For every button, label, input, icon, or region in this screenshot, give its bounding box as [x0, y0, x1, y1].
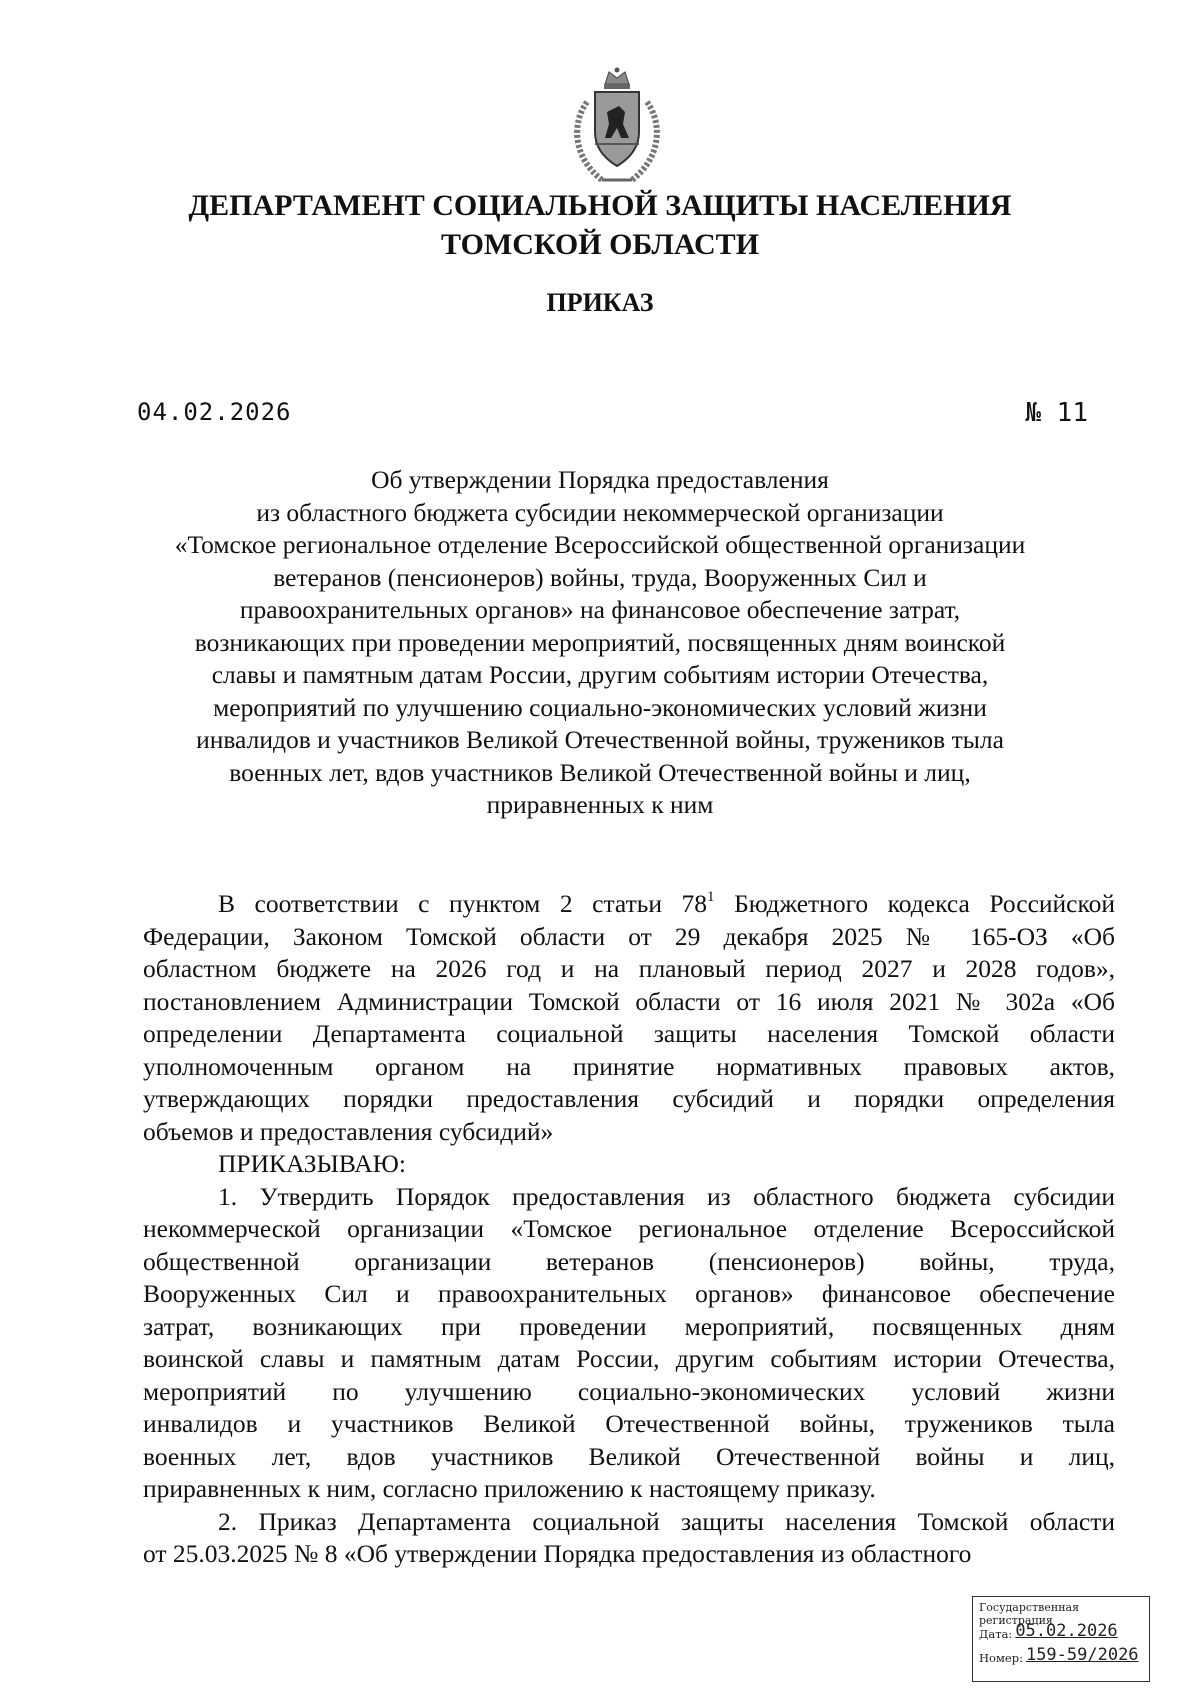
item-1-line: военных лет, вдов участников Великой Отечественной войны и лиц, [143, 1441, 1115, 1471]
preamble-text: Бюджетного кодекса Российской [714, 889, 1115, 918]
article-superscript: 1 [707, 889, 715, 905]
title-line: приравненных к ним [486, 790, 714, 819]
preamble-line: утверждающих порядки предоставления субсидий и порядки определения [143, 1084, 1115, 1113]
document-type: ПРИКАЗ [546, 288, 654, 317]
title-line: Об утверждении Порядка предоставления [371, 465, 829, 494]
registration-heading: Государственная регистрация [979, 1601, 1080, 1627]
preamble-line: постановлением Администрации Томской области от 16 июля 2021 № 302а «Об [143, 986, 1115, 1016]
item-1-line: инвалидов и участников Великой Отечественной войны, тружеников тыла [143, 1409, 1115, 1438]
title-line: инвалидов и участников Великой Отечественной войны, тружеников тыла [196, 725, 1004, 754]
organization-name-line-1: ДЕПАРТАМЕНТ СОЦИАЛЬНОЙ ЗАЩИТЫ НАСЕЛЕНИЯ [188, 189, 1012, 222]
item-2-line: от 25.03.2025 № 8 «Об утверждении Порядка предоставления из областного [143, 1539, 972, 1568]
item-1-line: общественной организации ветеранов (пенсионеров) войны, труда, [143, 1246, 1115, 1276]
preamble-last-line: объемов и предоставления субсидий» [143, 1116, 554, 1146]
item-2-first-line: 2. Приказ Департамента социальной защиты населения Томской области [218, 1506, 1115, 1536]
title-line: славы и памятным датам России, другим событиям истории Отечества, [211, 660, 989, 689]
registration-number-value: 159-59/2026 [1025, 1645, 1139, 1665]
item-1-last-line: приравненных к ним, согласно приложению к настоящему приказу. [143, 1474, 876, 1503]
preamble-line: областном бюджете на 2026 год и на плановый период 2027 и 2028 годов», [143, 954, 1115, 983]
registration-date-label: Дата: [979, 1627, 1013, 1641]
title-line: военных лет, вдов участников Великой Отечественной войны и лиц, [229, 757, 971, 787]
preamble-line: уполномоченным органом на принятие нормативных правовых актов, [143, 1051, 1115, 1081]
document-title [100, 464, 1100, 822]
registration-stamp [972, 1596, 1150, 1682]
title-line: правоохранительных органов» на финансовое обеспечение затрат, [239, 595, 961, 624]
preamble-text: В соответствии с пунктом 2 статьи 78 [218, 889, 708, 918]
preamble-first-line [143, 888, 1115, 921]
order-word: ПРИКАЗЫВАЮ: [218, 1149, 406, 1178]
registration-number-row [979, 1641, 1143, 1665]
item-1-line: мероприятий по улучшению социально-экономических условий жизни [143, 1376, 1115, 1406]
title-line: возникающих при проведении мероприятий, посвященных дням воинской [194, 627, 1006, 657]
title-line: ветеранов (пенсионеров) войны, труда, Вооруженных Сил и [273, 562, 927, 592]
item-1-line: некоммерческой организации «Томское региональное отделение Всероссийской [143, 1214, 1115, 1243]
registration-date-value: 05.02.2026 [1015, 1621, 1118, 1641]
registration-number-label: Номер: [979, 1651, 1023, 1665]
preamble-line: Федерации, Законом Томской области от 29 декабря 2025 № 165-ОЗ «Об [143, 921, 1115, 951]
item-1-line: Вооруженных Сил и правоохранительных органов» финансовое обеспечение [143, 1279, 1115, 1308]
item-1-first-line: 1. Утвердить Порядок предоставления из областного бюджета субсидии [218, 1181, 1115, 1211]
title-line: мероприятий по улучшению социально-экономических условий жизни [213, 692, 987, 722]
coat-of-arms-icon [567, 62, 667, 192]
preamble-line: определении Департамента социальной защиты населения Томской области [143, 1019, 1115, 1048]
document-date: 04.02.2026 [137, 398, 292, 426]
document-number: № 11 [1025, 398, 1088, 428]
organization-name-line-2: ТОМСКОЙ ОБЛАСТИ [440, 228, 760, 261]
title-line: из областного бюджета субсидии некоммерческой организации [256, 497, 944, 527]
item-1-line: затрат, возникающих при проведении мероприятий, посвященных дням [143, 1311, 1115, 1341]
document-body [143, 888, 1115, 1571]
title-line: «Томское региональное отделение Всероссийской общественной организации [174, 530, 1026, 559]
item-1-line: воинской славы и памятным датам России, другим событиям истории Отечества, [143, 1344, 1115, 1373]
